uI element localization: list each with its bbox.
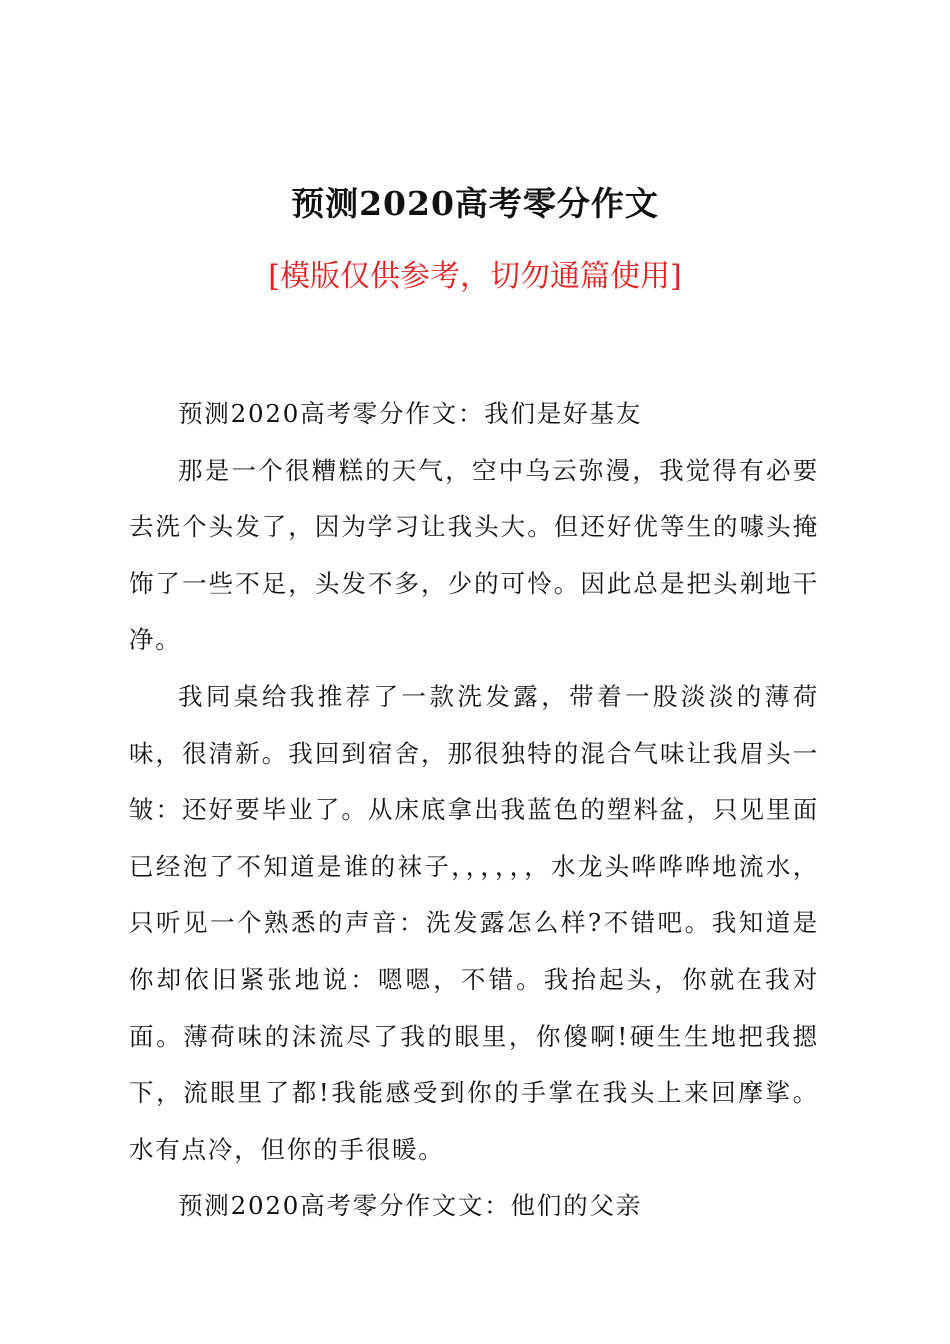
document-body [129, 386, 819, 1235]
document-subtitle: [模版仅供参考，切勿通篇使用] [268, 259, 682, 294]
body-paragraph: 我同桌给我推荐了一款洗发露，带着一股淡淡的薄荷味，很清新。我回到宿舍，那很独特的混合气味让我眉头一皱：还好要毕业了。从床底拿出我蓝色的塑料盆，只见里面已经泡了不知道是谁的袜子，，，，，，水龙头哗哗哗地流水，只听见一个熟悉的声音：洗发露怎么样?不错吧。我知道是你却依旧紧张地说：嗯嗯，不错。我抬起头，你就在我对面。薄荷味的沫流尽了我的眼里，你傻啊!硬生生地把我摁下，流眼里了都!我能感受到你的手掌在我头上来回摩挲。水有点冷，但你的手很暖。 [129, 681, 819, 1164]
document-title: 预测2020高考零分作文 [291, 184, 659, 223]
section-heading: 预测2020高考零分作文：我们是好基友 [178, 399, 643, 428]
body-paragraph: 那是一个很糟糕的天气，空中乌云弥漫，我觉得有必要去洗个头发了，因为学习让我头大。但还好优等生的噱头掩饰了一些不足，头发不多，少的可怜。因此总是把头剃地干净。 [129, 455, 819, 655]
section-heading: 预测2020高考零分作文文：他们的父亲 [178, 1191, 643, 1221]
